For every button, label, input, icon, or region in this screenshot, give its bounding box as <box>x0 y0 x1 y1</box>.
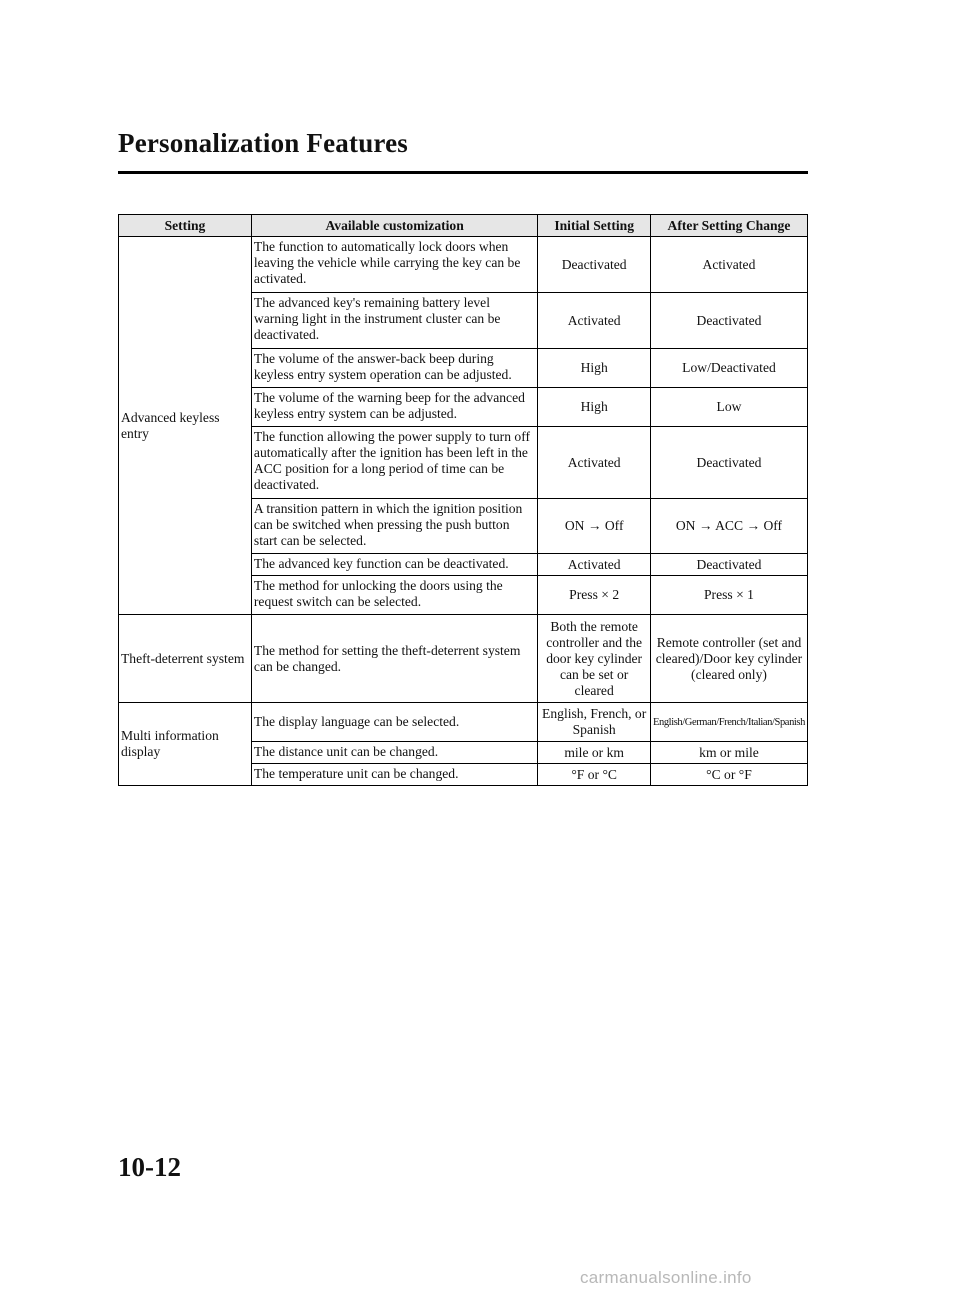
after-setting-value: Deactivated <box>650 427 807 499</box>
after-setting-value: Low/Deactivated <box>650 349 807 388</box>
customization-description: The temperature unit can be changed. <box>251 764 537 786</box>
page-title: Personalization Features <box>118 128 409 158</box>
initial-setting-value: Activated <box>538 293 651 349</box>
table-header-row <box>119 215 808 237</box>
column-header-setting: Setting <box>119 215 252 237</box>
customization-description: The volume of the answer-back beep during keyless entry system operation can be adjusted. <box>251 349 537 388</box>
initial-setting-value: High <box>538 388 651 427</box>
initial-setting-value: High <box>538 349 651 388</box>
customization-description: A transition pattern in which the ignition position can be switched when pressing the push button start can be selected. <box>251 499 537 554</box>
setting-multi-information-display: Multi information display <box>119 703 252 786</box>
watermark: carmanualsonline.info <box>580 1268 752 1287</box>
after-setting-value: Press × 1 <box>650 576 807 615</box>
customization-description: The advanced key function can be deactivated. <box>251 554 537 576</box>
customization-description: The method for unlocking the doors using the request switch can be selected. <box>251 576 537 615</box>
customization-description: The volume of the warning beep for the advanced keyless entry system can be adjusted. <box>251 388 537 427</box>
after-setting-value: Deactivated <box>650 554 807 576</box>
customization-description: The advanced key's remaining battery level warning light in the instrument cluster can be deactivated. <box>251 293 537 349</box>
initial-setting-value: English, French, or Spanish <box>538 703 651 742</box>
customization-description: The distance unit can be changed. <box>251 742 537 764</box>
initial-setting-value: ON → Off <box>538 499 651 554</box>
customization-description: The function to automatically lock doors when leaving the vehicle while carrying the key can be activated. <box>251 237 537 293</box>
title-divider <box>118 171 808 174</box>
after-setting-value: Deactivated <box>650 293 807 349</box>
initial-setting-value: Both the remote controller and the door key cylinder can be set or cleared <box>538 615 651 703</box>
table-row <box>119 703 808 742</box>
customization-description: The function allowing the power supply to turn off automatically after the ignition has been left in the ACC position for a long period of time can be deactivated. <box>251 427 537 499</box>
personalization-table <box>118 214 808 786</box>
table-row <box>119 615 808 703</box>
setting-advanced-keyless-entry: Advanced keyless entry <box>119 237 252 615</box>
after-setting-value: Remote controller (set and cleared)/Door key cylinder (cleared only) <box>650 615 807 703</box>
column-header-available-customization: Available customization <box>251 215 537 237</box>
page-number: 10-12 <box>118 1152 181 1182</box>
column-header-initial-setting: Initial Setting <box>538 215 651 237</box>
after-setting-value: Activated <box>650 237 807 293</box>
initial-setting-value: Deactivated <box>538 237 651 293</box>
after-setting-value: English/German/French/Italian/Spanish <box>650 703 807 742</box>
after-setting-value: °C or °F <box>650 764 807 786</box>
customization-description: The display language can be selected. <box>251 703 537 742</box>
initial-setting-value: Press × 2 <box>538 576 651 615</box>
setting-theft-deterrent-system: Theft-deterrent system <box>119 615 252 703</box>
initial-setting-value: Activated <box>538 554 651 576</box>
customization-description: The method for setting the theft-deterrent system can be changed. <box>251 615 537 703</box>
after-setting-value: ON → ACC → Off <box>650 499 807 554</box>
after-setting-value: km or mile <box>650 742 807 764</box>
initial-setting-value: Activated <box>538 427 651 499</box>
after-setting-value: Low <box>650 388 807 427</box>
initial-setting-value: °F or °C <box>538 764 651 786</box>
initial-setting-value: mile or km <box>538 742 651 764</box>
column-header-after-setting-change: After Setting Change <box>650 215 807 237</box>
table-row <box>119 237 808 293</box>
